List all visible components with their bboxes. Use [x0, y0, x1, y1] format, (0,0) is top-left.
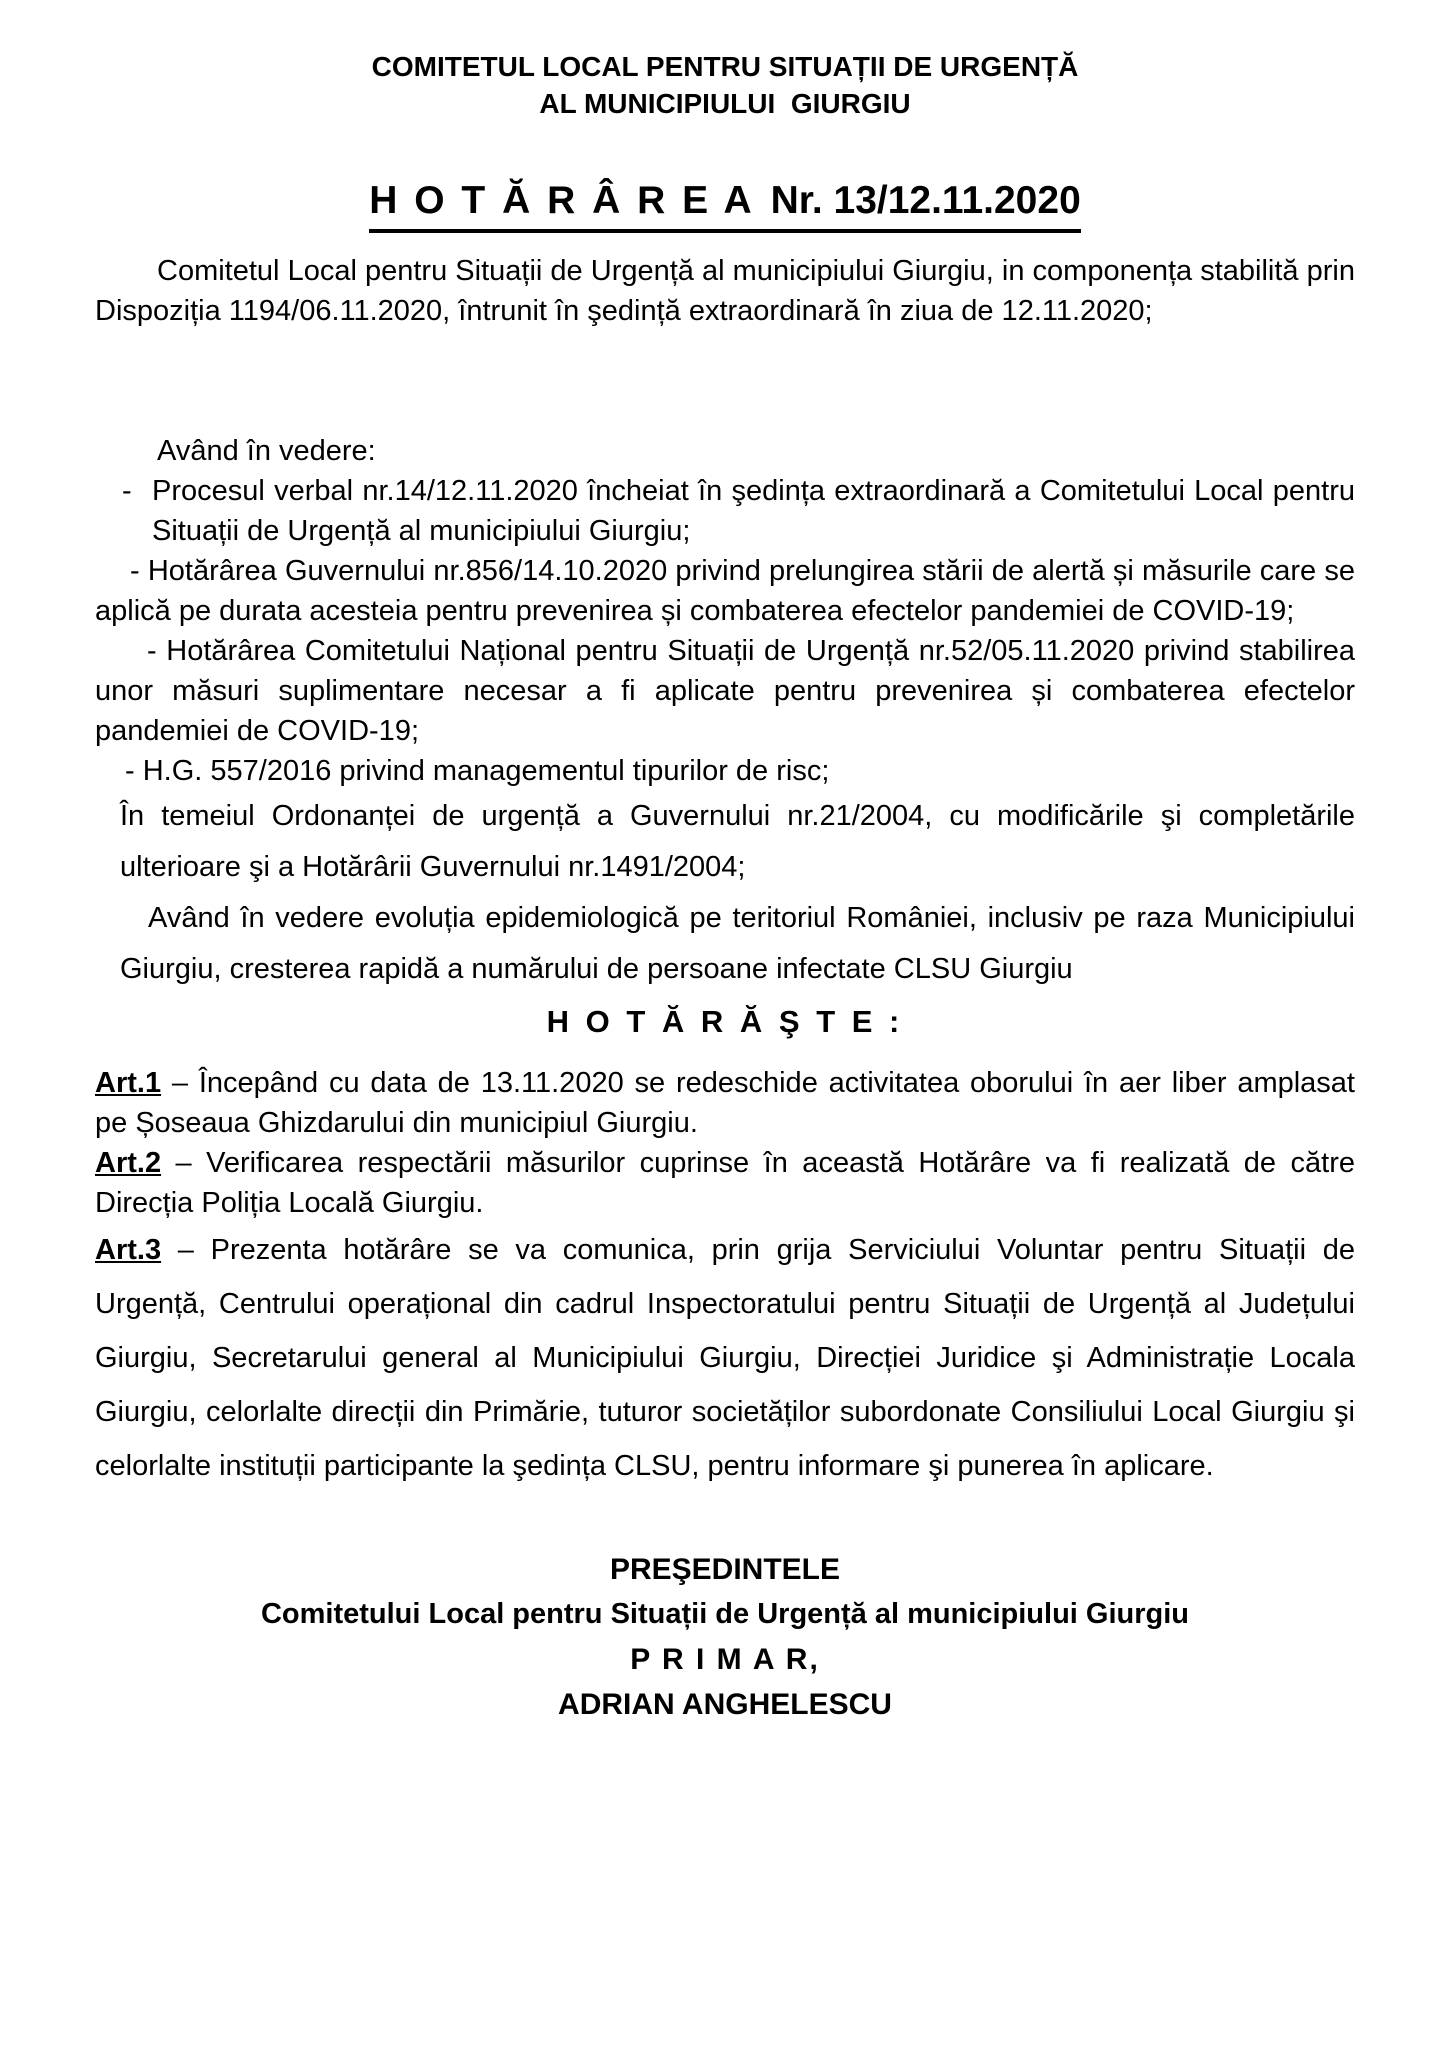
considerent-item-1-text: Procesul verbal nr.14/12.11.2020 încheiat în şedința extraordinară a Comitetului Local pentru Situații de Urgență al municipiului Giurgiu;	[152, 475, 1355, 547]
header-committee-name: COMITETUL LOCAL PENTRU SITUAȚII DE URGENȚĂ	[371, 51, 1079, 82]
preamble-paragraph: Comitetul Local pentru Situații de Urgență al municipiului Giurgiu, in componența stabilită prin Dispoziția 1194/06.11.2020, întrunit în şedință extraordinară în ziua de 12.11.2020;	[95, 255, 1355, 327]
signature-office: P R I M A R,	[630, 1643, 820, 1676]
considerent-item-1	[95, 471, 1355, 551]
article-2-label: Art.2	[95, 1147, 162, 1179]
title-underline	[369, 178, 1081, 233]
header-municipality: AL MUNICIPIULUI GIURGIU	[539, 88, 911, 119]
articles-section	[95, 1063, 1355, 1493]
decides-heading: H O T Ă R Ă Ş T E :	[546, 1004, 904, 1039]
considerent-item-2: - Hotărârea Guvernului nr.856/14.10.2020 privind prelungirea stării de alertă și măsurile care se aplică pe durata acesteia pentru prevenirea și combaterea efectelor pandemiei de COVID-19;	[95, 555, 1355, 627]
article-1	[95, 1063, 1355, 1143]
article-3-text: – Prezenta hotărâre se va comunica, prin grija Serviciului Voluntar pentru Situații de Urgență, Centrului operațional din cadrul Inspectoratului pentru Situații de Urgență al Județului Giurgiu, Secretarului general al Municipiului Giurgiu, Direcției Juridice şi Administrație Locala Giurgiu, celorlalte direcții din Primărie, tuturor societăților subordonate Consiliului Local Giurgiu şi celorlalte instituții participante la şedința CLSU, pentru informare şi punerea în aplicare.	[95, 1234, 1355, 1482]
signature-committee: Comitetului Local pentru Situații de Urgență al municipiului Giurgiu	[260, 1598, 1190, 1630]
signature-name: ADRIAN ANGHELESCU	[558, 1688, 892, 1721]
title-word: H O T Ă R Â R E A	[369, 179, 755, 222]
considerent-item-3: - Hotărârea Comitetului Național pentru Situații de Urgență nr.52/05.11.2020 privind stabilirea unor măsuri suplimentare necesar a fi aplicate pentru prevenirea și combaterea efectelor pandemiei de COVID-19;	[95, 635, 1355, 747]
article-3-label: Art.3	[95, 1234, 162, 1266]
considerent-item-4: - H.G. 557/2016 privind managementul tipurilor de risc;	[125, 755, 830, 787]
document-title	[95, 178, 1355, 233]
epidemiology-paragraph: Având în vedere evoluția epidemiologică pe teritoriul României, inclusiv pe raza Municipiului Giurgiu, cresterea rapidă a numărului de persoane infectate CLSU Giurgiu	[120, 902, 1355, 985]
article-1-text: – Începând cu data de 13.11.2020 se redeschide activitatea oborului în aer liber amplasat pe Șoseaua Ghizdarului din municipiul Giurgiu.	[95, 1067, 1355, 1139]
article-2	[95, 1143, 1355, 1223]
article-3	[95, 1223, 1355, 1493]
having-regard-label: Având în vedere:	[157, 435, 376, 467]
article-1-label: Art.1	[95, 1067, 162, 1099]
signature-role: PREŞEDINTELE	[609, 1553, 841, 1586]
signature-block	[95, 1547, 1355, 1727]
document-header	[95, 48, 1355, 122]
article-2-text: – Verificarea respectării măsurilor cuprinse în această Hotărâre va fi realizată de către Direcția Poliția Locală Giurgiu.	[95, 1147, 1355, 1219]
title-number: Nr. 13/12.11.2020	[770, 179, 1081, 222]
legal-basis-paragraph: În temeiul Ordonanței de urgență a Guvernului nr.21/2004, cu modificările şi completările ulterioare şi a Hotărârii Guvernului nr.1491/2004;	[120, 800, 1355, 883]
considerent-item-1-dash: -	[122, 475, 132, 507]
